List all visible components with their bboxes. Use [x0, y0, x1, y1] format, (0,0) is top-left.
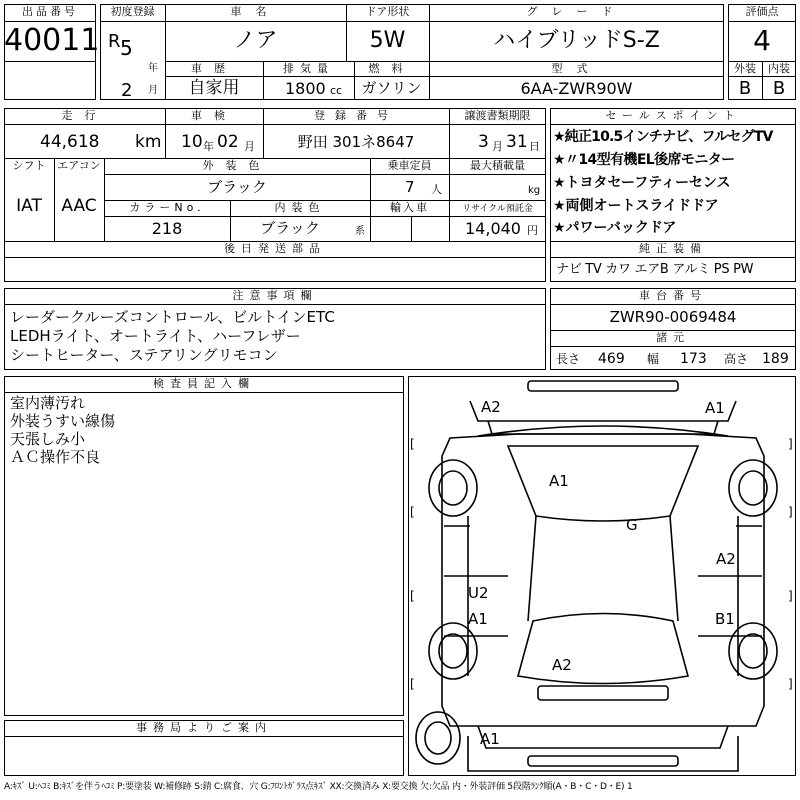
damage-mark: A1: [468, 610, 488, 628]
plate-label: 登録番号: [314, 109, 398, 122]
insp-year-unit: 年: [203, 140, 214, 153]
car-history: 自家用: [188, 78, 240, 98]
sales-label: セールスポイント: [605, 109, 741, 122]
later-parts-label: 後日発送部品: [224, 242, 326, 255]
int-color-suffix: 系: [355, 226, 365, 237]
color-no-label: カラーNo.: [129, 201, 205, 214]
svg-text:]: ]: [788, 589, 793, 603]
transfer-month-unit: 月: [492, 140, 503, 153]
ext-grade: B: [738, 78, 752, 99]
load-unit: kg: [528, 185, 541, 196]
equipment-label: 純正装備: [639, 242, 707, 255]
chassis-number: ZWR90-0069484: [609, 308, 737, 326]
damage-mark: A1: [549, 472, 569, 490]
mileage: 44,618: [40, 132, 100, 152]
shift: IAT: [16, 196, 42, 216]
reg-month-unit: 月: [148, 85, 158, 96]
svg-text:[: [: [410, 505, 415, 519]
interior-color: ブラック: [260, 219, 320, 237]
notes-label: 注意事項欄: [232, 289, 318, 302]
car-name: ノア: [233, 28, 278, 53]
sales-point: ★パワーバックドア: [553, 220, 677, 236]
sales-point: ★純正10.5インチナビ、フルセグTV: [553, 129, 773, 145]
sales-point: ★トヨタセーフティーセンス: [553, 175, 731, 191]
damage-mark: U2: [468, 584, 489, 602]
int-color-label: 内装色: [274, 201, 326, 214]
damage-mark: B1: [715, 610, 735, 628]
model-label: 型式: [551, 62, 602, 75]
width-label: 幅: [647, 352, 660, 366]
exterior-color: ブラック: [207, 178, 267, 196]
shift-label: シフト: [12, 159, 46, 172]
recycle-label: リサイクル預託金: [462, 204, 533, 214]
inspector-label: 検査員記入欄: [153, 377, 255, 390]
lot-label: 出品番号: [22, 5, 78, 18]
color-label: 外装色: [202, 159, 272, 172]
mileage-label: 走行: [61, 109, 108, 122]
ac-label: エアコン: [57, 159, 101, 172]
sales-point: ★両側オートスライドドア: [553, 198, 719, 214]
notes-line: LEDHライト、オートライト、ハーフレザー: [10, 327, 301, 345]
displacement-label: 排気量: [283, 62, 334, 75]
score: 4: [753, 24, 771, 57]
damage-mark: G: [626, 516, 638, 534]
door-type: 5W: [369, 28, 406, 53]
displacement-unit: cc: [330, 84, 343, 97]
capacity-unit: 人: [431, 183, 442, 196]
ext-label: 外装: [734, 62, 756, 75]
damage-mark: A2: [552, 656, 572, 674]
reg-year: 5: [120, 36, 133, 60]
capacity: 7: [405, 178, 415, 196]
car-name-label: 車名: [230, 5, 281, 18]
color-number: 218: [151, 219, 183, 238]
model-code: 6AA-ZWR90W: [520, 79, 633, 98]
height: 189: [762, 351, 789, 367]
svg-text:[: [: [410, 437, 415, 451]
reg-year-unit: 年: [148, 63, 158, 74]
int-grade: B: [772, 78, 786, 99]
load-label: 最大積載量: [470, 159, 525, 172]
first-reg-label: 初度登録: [110, 5, 155, 18]
capacity-label: 乗車定員: [387, 159, 432, 172]
aircon: AAC: [61, 196, 97, 216]
width: 173: [680, 351, 707, 367]
svg-text:[: [: [410, 677, 415, 691]
height-label: 高さ: [724, 352, 749, 366]
history-label: 車歴: [191, 62, 237, 75]
plate-number: 野田 301ネ8647: [297, 133, 415, 151]
transfer-month: 3: [478, 132, 489, 152]
notes-line: レーダークルーズコントロール、ビルトインETC: [10, 308, 335, 326]
office-label: 事務局よりご案内: [136, 721, 272, 734]
transfer-day-unit: 日: [529, 140, 540, 153]
displacement: 1800: [285, 79, 326, 98]
svg-text:]: ]: [788, 437, 793, 451]
recycle-fee: 14,040: [465, 219, 521, 238]
transfer-label: 譲渡書類期限: [464, 109, 531, 122]
lot-number: 40011: [4, 23, 100, 58]
score-label: 評価点: [745, 5, 779, 18]
int-label: 内装: [768, 62, 790, 75]
svg-text:]: ]: [788, 505, 793, 519]
insp-year: 10: [181, 132, 203, 152]
length-label: 長さ: [556, 352, 581, 366]
length: 469: [598, 351, 625, 367]
recycle-unit: 円: [527, 224, 538, 237]
chassis-label: 車台番号: [639, 289, 707, 302]
svg-text:]: ]: [788, 677, 793, 691]
damage-mark: A2: [716, 550, 736, 568]
import-label: 輸入車: [390, 201, 429, 214]
inspector-line: 外装うすい線傷: [10, 412, 116, 430]
damage-mark: A1: [480, 730, 500, 748]
grade: ハイブリッドS-Z: [493, 28, 660, 53]
insp-month: 02: [217, 132, 239, 152]
inspector-line: ＡＣ操作不良: [10, 448, 101, 466]
inspector-line: 天張しみ小: [10, 430, 86, 448]
insp-month-unit: 月: [244, 140, 255, 153]
fuel: ガソリン: [361, 79, 422, 97]
reg-month: 2: [121, 80, 133, 101]
dims-label: 諸元: [656, 331, 690, 344]
svg-text:[: [: [410, 589, 415, 603]
car-diagram: [408, 376, 796, 776]
legend: A:ｷｽﾞ U:ﾍｺﾐ B:ｷｽﾞを伴うﾍｺﾐ P:要塗装 W:補修跡 S:錆 C:腐食、穴 G:ﾌﾛﾝﾄｶﾞﾗｽ点ｷｽﾞ XX:交換済み X:要交換 欠:欠品 内・外装評価 5段階ﾗﾝｸ順(A・B・C・D・E) 1: [4, 782, 633, 792]
damage-mark: A1: [705, 399, 725, 417]
inspection-label: 車検: [191, 109, 237, 122]
grade-label: グレード: [526, 5, 627, 18]
notes-line: シートヒーター、ステアリングリモコン: [10, 346, 278, 364]
transfer-day: 31: [506, 132, 528, 152]
damage-mark: A2: [481, 398, 501, 416]
equipment-list: ナビ TV カワ エアB アルミ PS PW: [556, 262, 754, 277]
mileage-unit: km: [135, 132, 162, 152]
inspector-line: 室内薄汚れ: [10, 394, 86, 412]
reg-era: R: [108, 31, 121, 52]
fuel-label: 燃料: [368, 62, 415, 75]
sales-point: ★〃14型有機EL後席モニター: [553, 152, 735, 168]
door-label: ドア形状: [365, 5, 410, 18]
